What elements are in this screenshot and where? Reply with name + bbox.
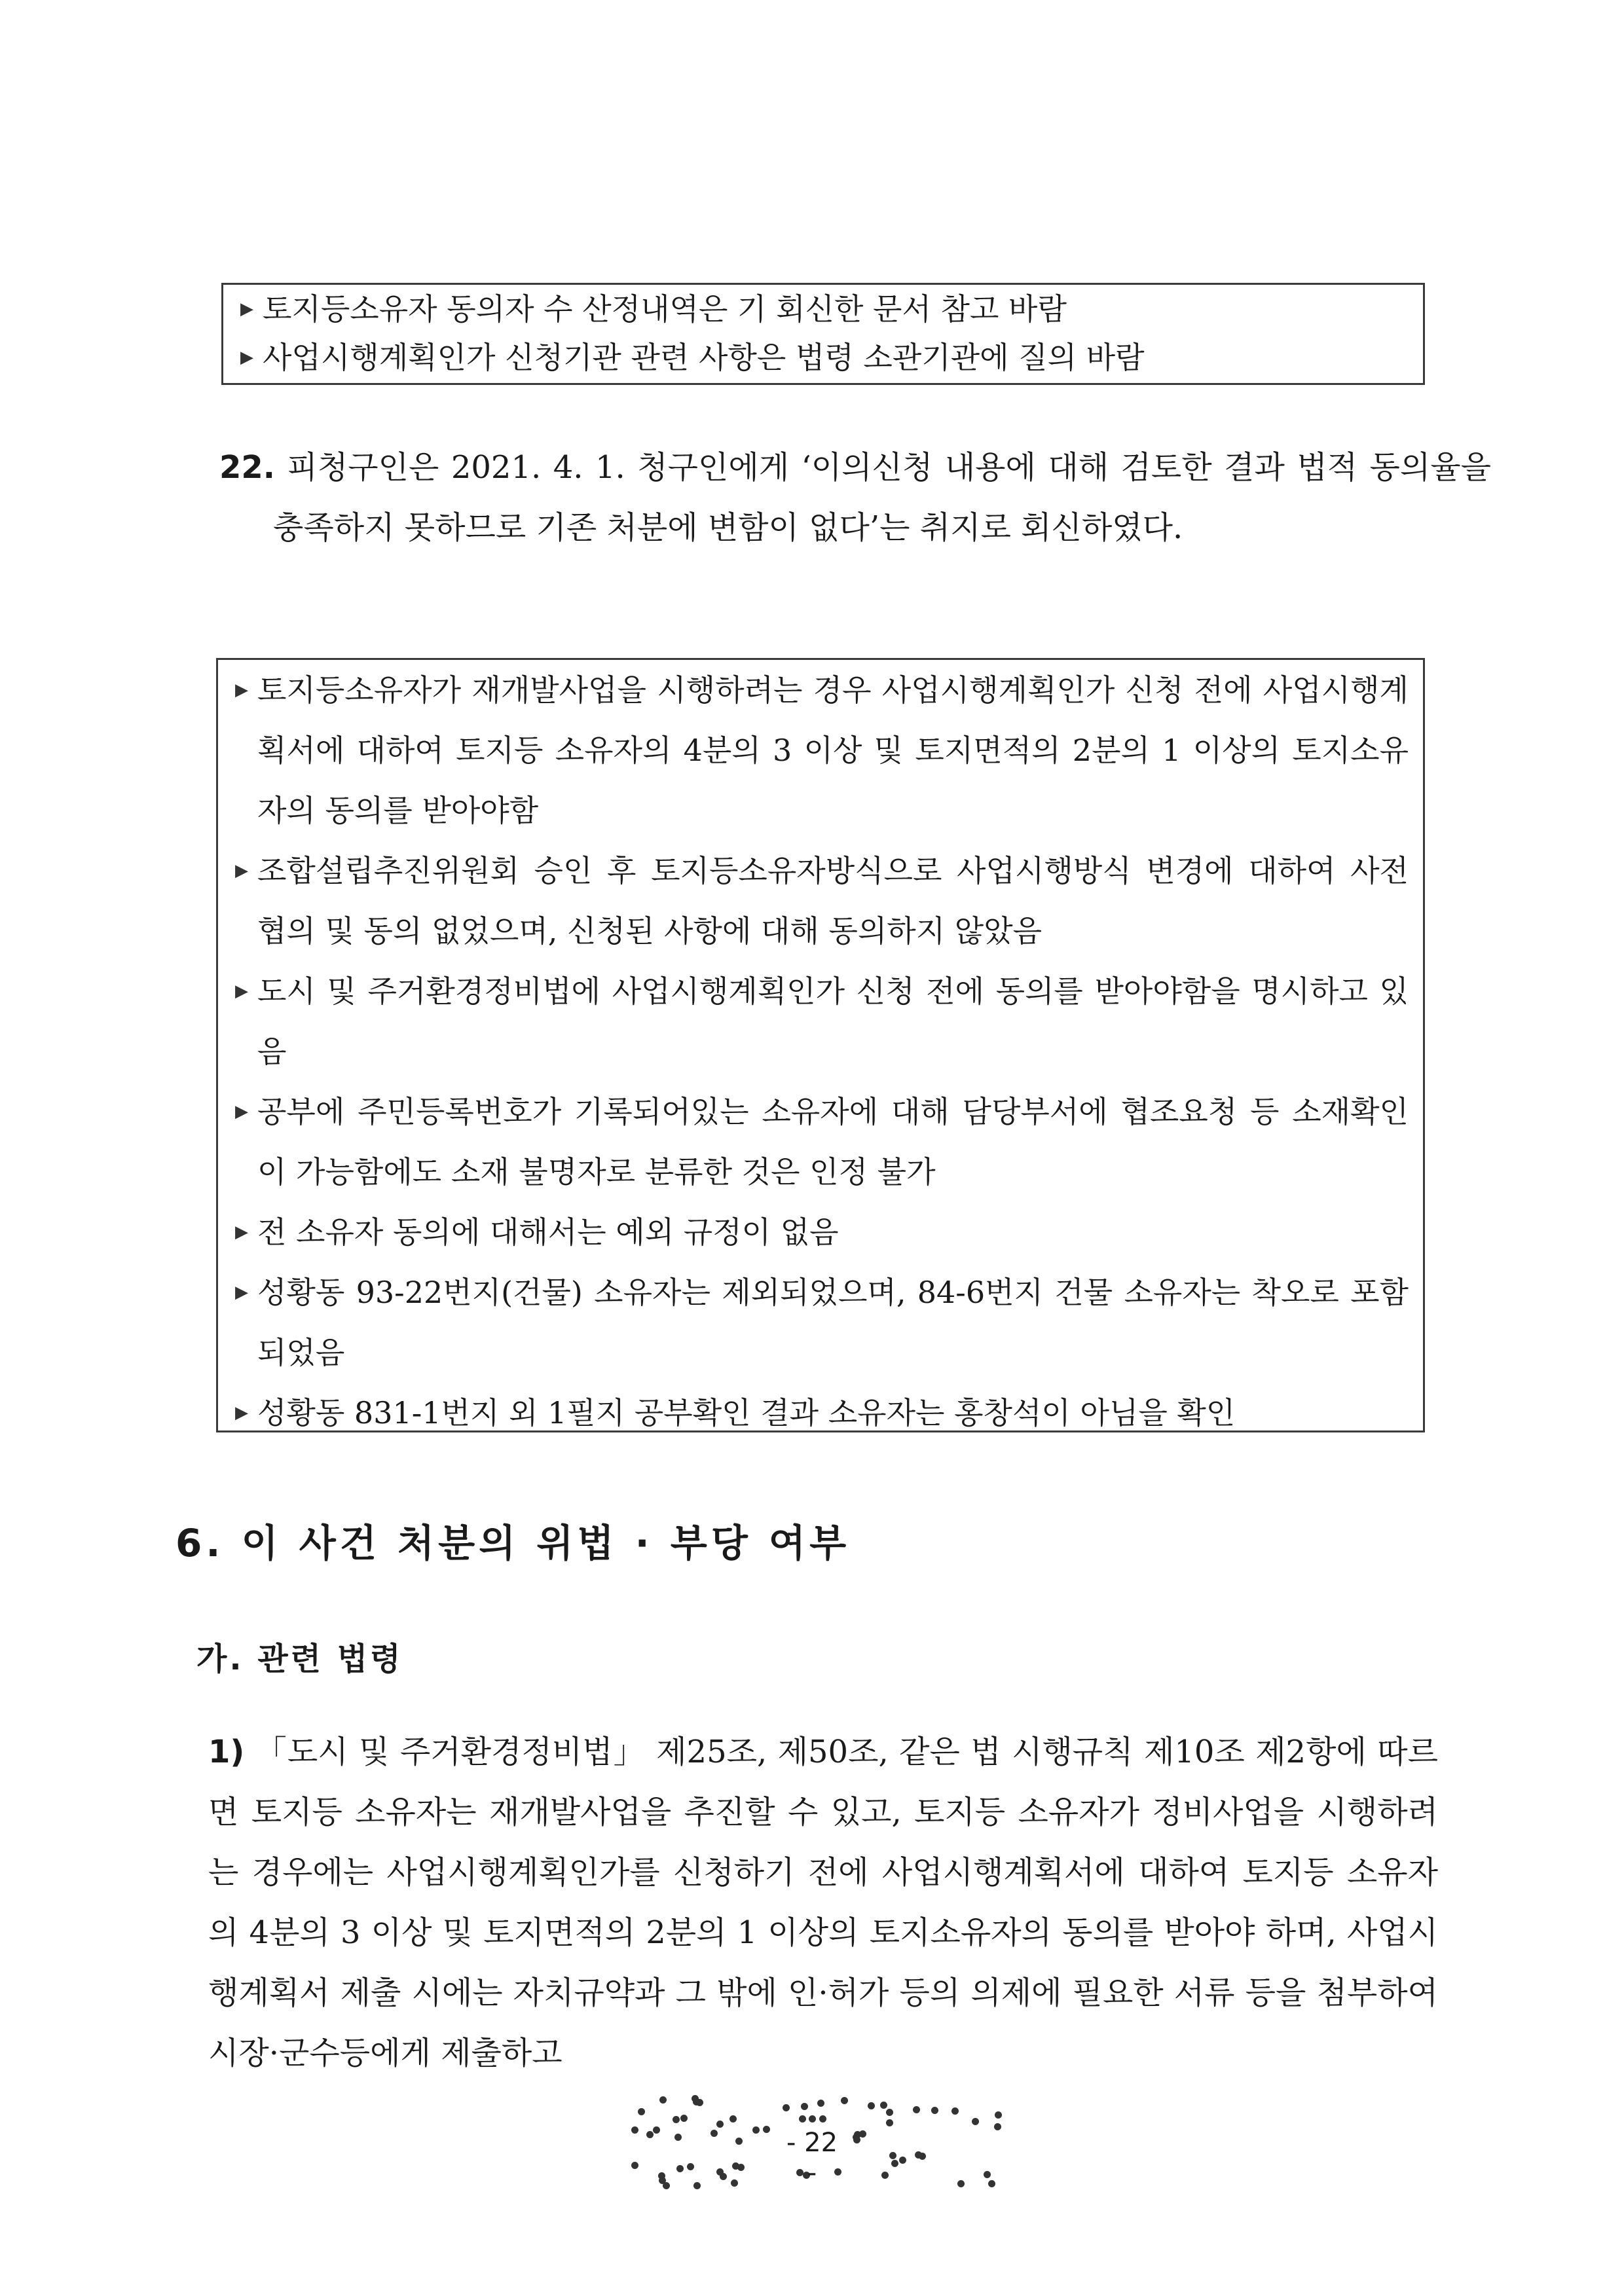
dot — [716, 2168, 724, 2176]
notice-box-2 — [216, 658, 1425, 1432]
dot — [984, 2171, 991, 2178]
dot — [889, 2152, 896, 2159]
section-heading: 6. 이 사건 처분의 위법 · 부당 여부 — [175, 1521, 851, 1565]
box1-item: ▶ 토지등소유자 동의자 수 산정내역은 기 회신한 문서 참고 바람 — [223, 285, 1410, 333]
dot — [693, 2182, 701, 2189]
dot — [799, 2115, 806, 2123]
dot — [994, 2123, 1001, 2130]
dot — [763, 2126, 770, 2133]
dot — [716, 2121, 724, 2128]
dot — [631, 2162, 638, 2169]
paragraph-text: 「도시 및 주거환경정비법」 제25조, 제50조, 같은 법 시행규칙 제10조 제2항에 따르면 토지등 소유자는 재개발사업을 추진할 수 있고, 토지등 소유자가 정비사업을 시행하려는 경우에는 사업시행계획인가를 신청하기 전에 사업시행계획서에 대하여 토지등 소유자의 4분의 3 이상 및 토지면적의 2분의 1 이상의 토지소유자의 동의를 받아야 하며, 사업시행계획서 제출 시에는 자치규약과 그 밖에 인·허가 등의 의제에 필요한 서류 등을 첨부하여 시장·군수등에게 제출하고 — [208, 1734, 1438, 2071]
dot — [886, 2119, 893, 2126]
dot — [868, 2102, 875, 2109]
dot — [783, 2104, 790, 2111]
dot — [995, 2111, 1002, 2119]
dot — [631, 2126, 638, 2134]
triangle-bullet-icon: ▶ — [235, 680, 248, 700]
box2-item: ▶ 도시 및 주거환경정비법에 사업시행계획인가 신청 전에 동의를 받아야함을 명시하고 있음 — [218, 961, 1409, 1082]
dot — [880, 2102, 887, 2109]
box2-item: ▶ 전 소유자 동의에 대해서는 예외 규정이 없음 — [218, 1202, 1409, 1262]
dot — [729, 2115, 737, 2123]
dot — [676, 2165, 684, 2172]
dot — [735, 2138, 743, 2145]
dot — [663, 2182, 670, 2189]
notice-box-1 — [221, 283, 1425, 385]
triangle-bullet-icon: ▶ — [235, 861, 248, 881]
box2-item: ▶ 조합설립추진위원회 승인 후 토지등소유자방식으로 사업시행방식 변경에 대하여 사전 협의 및 동의 없었으며, 신청된 사항에 대해 동의하지 않았음 — [218, 841, 1409, 961]
dot — [931, 2107, 938, 2114]
box2-item: ▶ 토지등소유자가 재개발사업을 시행하려는 경우 사업시행계획인가 신청 전에 사업시행계획서에 대하여 토지등 소유자의 4분의 3 이상 및 토지면적의 2분의 1 이상의 토지소유자의 동의를 받아야함 — [218, 660, 1409, 841]
dot — [859, 2130, 866, 2138]
dot — [881, 2172, 889, 2179]
dot — [957, 2180, 965, 2187]
paragraph-text: 피청구인은 2021. 4. 1. 청구인에게 ‘이의신청 내용에 대해 검토한 결과 법적 동의율을 충족하지 못하므로 기존 처분에 변함이 없다’는 취지로 회신하였다. — [273, 449, 1491, 546]
dot — [801, 2103, 808, 2110]
dot — [817, 2100, 824, 2107]
triangle-bullet-icon: ▶ — [240, 348, 253, 367]
box2-item: ▶ 성황동 93-22번지(건물) 소유자는 제외되었으며, 84-6번지 건물 소유자는 착오로 포함되었음 — [218, 1262, 1409, 1383]
dot — [687, 2163, 694, 2170]
dot — [674, 2134, 682, 2141]
dot — [841, 2097, 848, 2104]
dot — [659, 2096, 667, 2104]
dot — [692, 2095, 699, 2102]
page-number: - 22 - — [786, 2128, 838, 2188]
triangle-bullet-icon: ▶ — [235, 981, 248, 1001]
dot — [673, 2116, 680, 2123]
triangle-bullet-icon: ▶ — [235, 1222, 248, 1242]
triangle-bullet-icon: ▶ — [235, 1403, 248, 1423]
paragraph-22 — [219, 437, 1491, 558]
dot — [732, 2162, 739, 2170]
triangle-bullet-icon: ▶ — [235, 1283, 248, 1302]
box2-item: ▶ 공부에 주민등록번호가 기록되어있는 소유자에 대해 담당부서에 협조요청 등 소재확인이 가능함에도 소재 불명자로 분류한 것은 인정 불가 — [218, 1082, 1409, 1202]
dot — [899, 2157, 906, 2164]
dot — [988, 2180, 995, 2187]
dot — [731, 2179, 738, 2187]
dot — [710, 2130, 718, 2137]
paragraph-number: 22. — [219, 449, 276, 486]
triangle-bullet-icon: ▶ — [240, 299, 253, 319]
dot — [752, 2126, 760, 2134]
dot — [819, 2115, 826, 2123]
dot — [951, 2107, 959, 2115]
dot — [853, 2136, 860, 2143]
dot — [915, 2151, 922, 2159]
box1-item: ▶ 사업시행계획인가 신청기관 관련 사항은 법령 소관기관에 질의 바람 — [223, 333, 1410, 382]
dot — [680, 2115, 688, 2122]
box2-item: ▶ 성황동 831-1번지 외 1필지 공부확인 결과 소유자는 홍창석이 아님을 확인 — [218, 1383, 1409, 1443]
dot — [809, 2115, 816, 2123]
subsection-heading: 가. 관련 법령 — [196, 1641, 403, 1677]
triangle-bullet-icon: ▶ — [235, 1102, 248, 1121]
dot — [638, 2108, 645, 2115]
dot — [891, 2160, 898, 2167]
dot — [972, 2118, 979, 2125]
paragraph-number: 1) — [208, 1734, 245, 1770]
paragraph-1 — [208, 1722, 1438, 2083]
dot — [646, 2131, 654, 2138]
dot — [653, 2126, 660, 2134]
dot — [886, 2109, 893, 2116]
dot — [913, 2106, 920, 2113]
